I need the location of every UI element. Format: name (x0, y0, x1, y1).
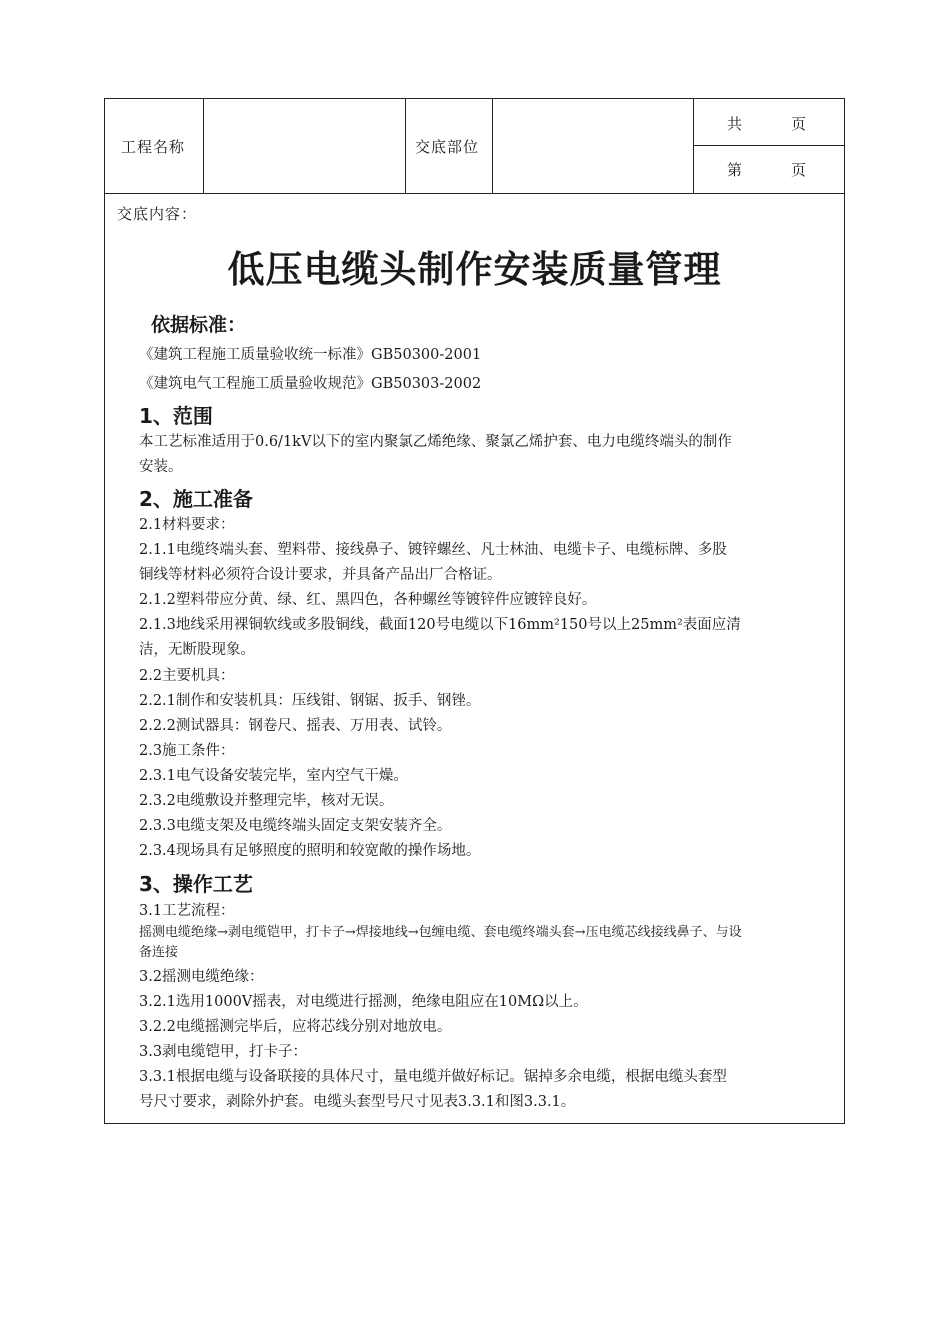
body-line: 2.2.2测试器具：钢卷尺、摇表、万用表、试铃。 (139, 718, 452, 734)
basis-heading: 依据标准： (151, 314, 247, 336)
section-1-heading: 1、范围 (139, 404, 213, 428)
divider (693, 99, 694, 193)
body-line: 本工艺标准适用于0.6/1kV以下的室内聚氯乙烯绝缘、聚氯乙烯护套、电力电缆终端头的制作 (139, 434, 732, 450)
body-line: 2.1.2塑料带应分黄、绿、红、黑四色，各种螺丝等镀锌件应镀锌良好。 (139, 592, 597, 608)
current-page-label: 第 页 (727, 161, 808, 179)
section-2-heading: 2、施工准备 (139, 487, 253, 511)
body-line: 2.3.3电缆支架及电缆终端头固定支架安装齐全。 (139, 818, 452, 834)
page-title: 低压电缆头制作安装质量管理 (227, 248, 722, 291)
project-name-label: 工程名称 (121, 138, 186, 156)
section-3-heading: 3、操作工艺 (139, 872, 253, 896)
body-line: 2.2.1制作和安装机具：压线钳、钢锯、扳手、钢锉。 (139, 693, 481, 709)
content-label: 交底内容： (117, 205, 198, 223)
divider (492, 99, 493, 193)
body-line: 铜线等材料必须符合设计要求，并具备产品出厂合格证。 (139, 567, 502, 583)
body-line: 3.3.1根据电缆与设备联接的具体尺寸，量电缆并做好标记。锯掉多余电缆，根据电缆头套型 (139, 1069, 727, 1085)
divider (203, 99, 204, 193)
divider (405, 99, 406, 193)
body-line: 3.1工艺流程： (139, 903, 235, 919)
handover-form (104, 98, 845, 1124)
body-line: 2.3.4现场具有足够照度的照明和较宽敞的操作场地。 (139, 843, 481, 859)
process-flow-line: 摇测电缆绝缘→剥电缆铠甲，打卡子→焊接地线→包缠电缆、套电缆终端头套→压电缆芯线接线鼻子、与设 (139, 925, 742, 940)
body-line: 3.2摇测电缆绝缘： (139, 969, 264, 985)
body-line: 3.3剥电缆铠甲，打卡子： (139, 1044, 308, 1060)
total-pages-label: 共 页 (727, 115, 808, 133)
basis-line: 《建筑电气工程施工质量验收规范》GB50303-2002 (139, 376, 482, 392)
divider (693, 145, 844, 146)
handover-part-label: 交底部位 (415, 138, 480, 156)
body-line: 3.2.1选用1000V摇表，对电缆进行摇测，绝缘电阻应在10MΩ以上。 (139, 994, 588, 1010)
form-header (105, 99, 844, 194)
body-line: 3.2.2电缆摇测完毕后，应将芯线分别对地放电。 (139, 1019, 452, 1035)
body-line: 号尺寸要求，剥除外护套。电缆头套型号尺寸见表3.3.1和图3.3.1。 (139, 1094, 576, 1110)
body-line: 2.1.3地线采用裸铜软线或多股铜线，截面120号电缆以下16mm²150号以上25mm²表面应清 (139, 617, 741, 633)
body-line: 2.3施工条件： (139, 743, 235, 759)
basis-line: 《建筑工程施工质量验收统一标准》GB50300-2001 (139, 347, 482, 363)
body-line: 2.1材料要求： (139, 517, 235, 533)
body-line: 安装。 (139, 459, 183, 475)
body-line: 2.1.1电缆终端头套、塑料带、接线鼻子、镀锌螺丝、凡士林油、电缆卡子、电缆标牌、多股 (139, 542, 727, 558)
body-line: 2.3.2电缆敷设并整理完毕，核对无误。 (139, 793, 394, 809)
body-line: 洁，无断股现象。 (139, 642, 255, 658)
body-line: 2.3.1电气设备安装完毕，室内空气干燥。 (139, 768, 408, 784)
body-line: 2.2主要机具： (139, 668, 235, 684)
process-flow-line: 备连接 (139, 945, 179, 960)
